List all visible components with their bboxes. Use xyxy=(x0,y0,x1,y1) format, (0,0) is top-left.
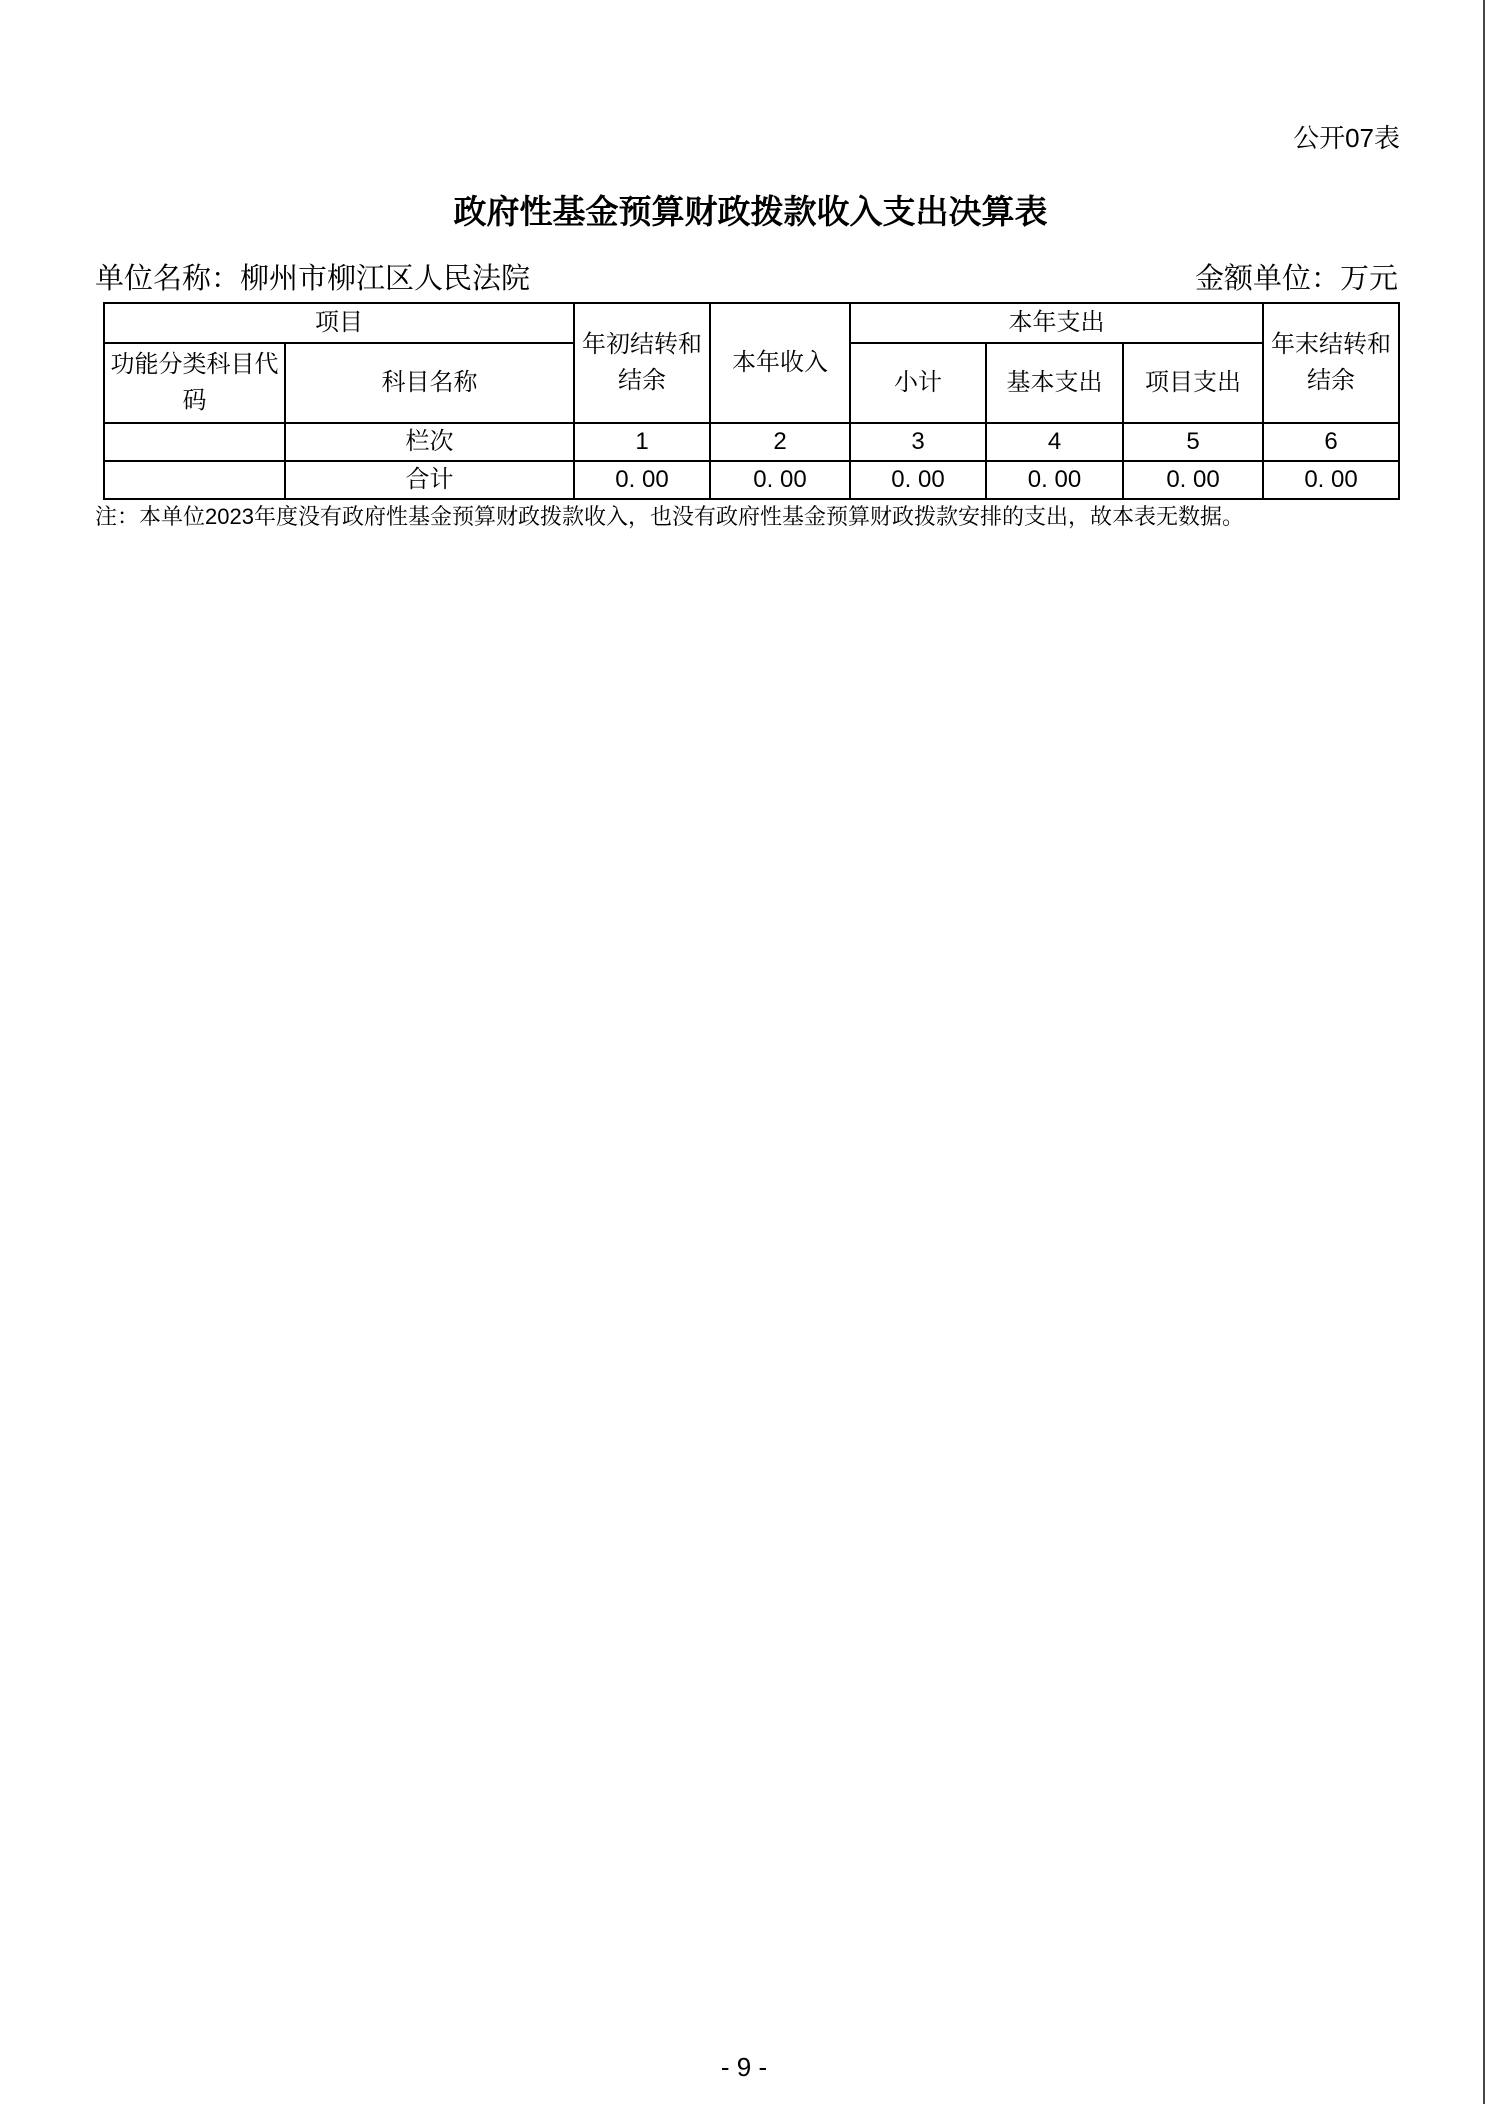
form-number-label: 公开07表 xyxy=(1293,123,1400,153)
index-col-2: 2 xyxy=(710,423,850,461)
header-project-group: 项目 xyxy=(104,303,574,343)
total-value-1: 0. 00 xyxy=(574,461,710,499)
page-title: 政府性基金预算财政拨款收入支出决算表 xyxy=(453,193,1048,230)
header-function-code: 功能分类科目代码 xyxy=(104,343,285,423)
header-basic-expense: 基本支出 xyxy=(986,343,1123,423)
total-empty-cell xyxy=(104,461,285,499)
index-empty-cell xyxy=(104,423,285,461)
index-col-5: 5 xyxy=(1123,423,1263,461)
header-project-expense: 项目支出 xyxy=(1123,343,1263,423)
amount-unit-label: 金额单位：万元 xyxy=(1194,263,1398,295)
column-index-row xyxy=(104,423,1399,461)
total-row-label: 合计 xyxy=(285,461,574,499)
total-row xyxy=(104,461,1399,499)
fund-budget-table xyxy=(103,302,1400,500)
page-number: - 9 - xyxy=(720,2052,768,2082)
index-row-label: 栏次 xyxy=(285,423,574,461)
index-col-4: 4 xyxy=(986,423,1123,461)
index-col-1: 1 xyxy=(574,423,710,461)
header-opening-balance: 年初结转和结余 xyxy=(574,303,710,423)
index-col-6: 6 xyxy=(1263,423,1399,461)
total-value-2: 0. 00 xyxy=(710,461,850,499)
header-subtotal: 小计 xyxy=(850,343,986,423)
index-col-3: 3 xyxy=(850,423,986,461)
meta-row xyxy=(95,262,1398,296)
header-current-expense-group: 本年支出 xyxy=(850,303,1263,343)
total-value-3: 0. 00 xyxy=(850,461,986,499)
header-subject-name: 科目名称 xyxy=(285,343,574,423)
unit-name-label: 单位名称：柳州市柳江区人民法院 xyxy=(95,263,531,295)
table-header-row-1 xyxy=(104,303,1399,343)
total-value-4: 0. 00 xyxy=(986,461,1123,499)
page-right-edge-line xyxy=(1483,0,1485,2104)
table-note: 注：本单位2023年度没有政府性基金预算财政拨款收入，也没有政府性基金预算财政拨款安排的支出，故本表无数据。 xyxy=(95,504,1244,529)
total-value-6: 0. 00 xyxy=(1263,461,1399,499)
header-current-income: 本年收入 xyxy=(710,303,850,423)
header-closing-balance: 年末结转和结余 xyxy=(1263,303,1399,423)
total-value-5: 0. 00 xyxy=(1123,461,1263,499)
